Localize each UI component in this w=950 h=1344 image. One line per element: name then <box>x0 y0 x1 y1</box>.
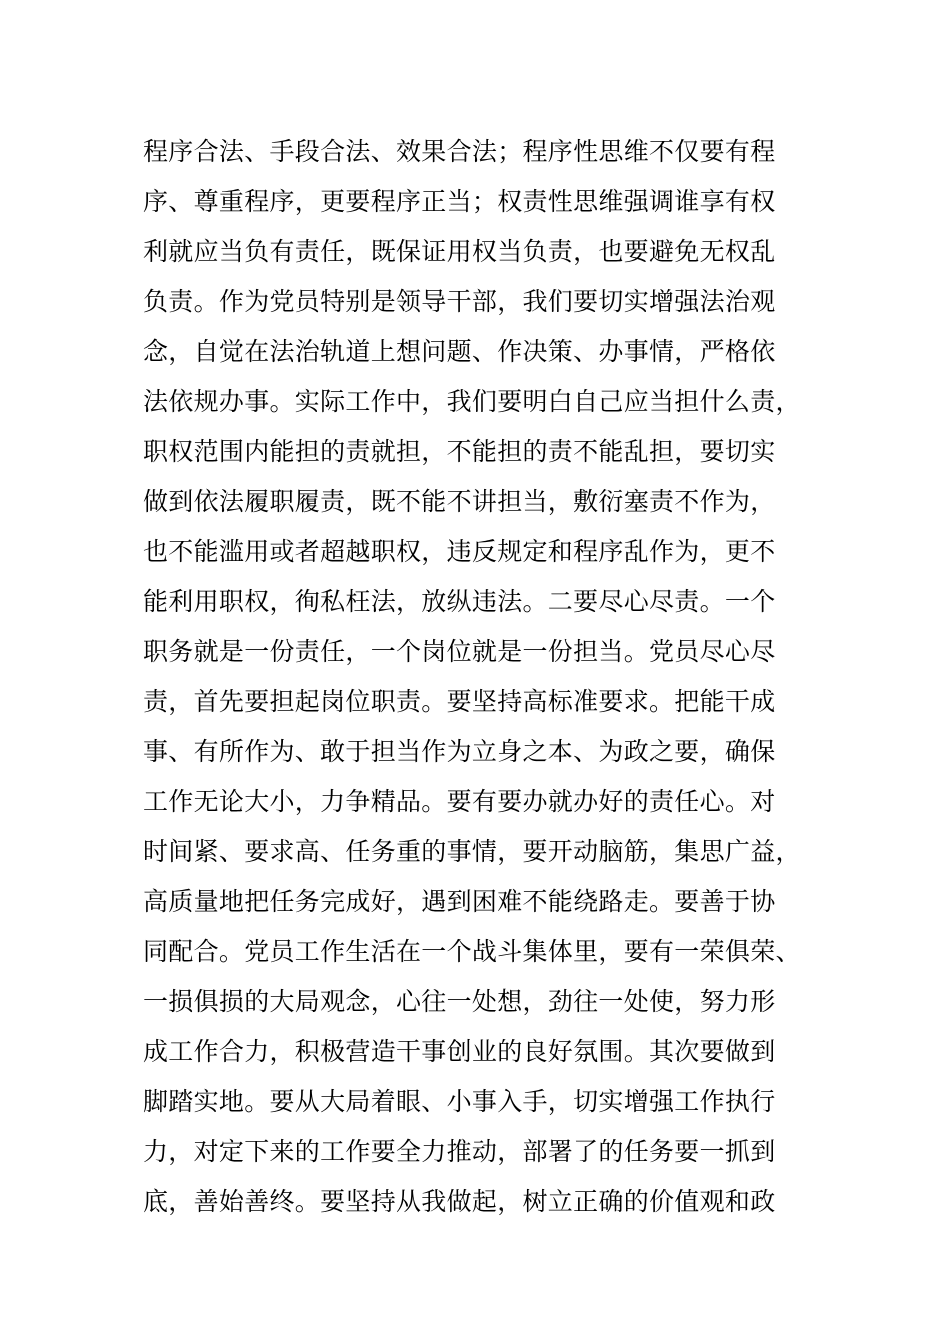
text-line: 负责。作为党员特别是领导干部，我们要切实增强法治观 <box>143 287 776 316</box>
text-line: 序、尊重程序，更要程序正当；权责性思维强调谁享有权 <box>143 187 776 216</box>
text-line: 一损俱损的大局观念，心往一处想，劲往一处使，努力形 <box>143 987 776 1016</box>
text-line: 工作无论大小，力争精品。要有要办就办好的责任心。对 <box>143 787 776 816</box>
text-line: 高质量地把任务完成好，遇到困难不能绕路走。要善于协 <box>143 887 776 916</box>
body-text <box>143 127 823 1227</box>
text-line: 能利用职权，徇私枉法，放纵违法。二要尽心尽责。一个 <box>143 587 776 616</box>
text-line: 职务就是一份责任，一个岗位就是一份担当。党员尽心尽 <box>143 637 776 666</box>
text-line: 职权范围内能担的责就担，不能担的责不能乱担，要切实 <box>143 437 776 466</box>
text-line: 做到依法履职履责，既不能不讲担当，敷衍塞责不作为， <box>143 487 776 516</box>
text-line: 利就应当负有责任，既保证用权当负责，也要避免无权乱 <box>143 237 776 266</box>
text-line: 成工作合力，积极营造干事创业的良好氛围。其次要做到 <box>143 1037 776 1066</box>
text-line: 责，首先要担起岗位职责。要坚持高标准要求。把能干成 <box>143 687 776 716</box>
text-line: 法依规办事。实际工作中，我们要明白自己应当担什么责， <box>143 387 801 416</box>
text-line: 力，对定下来的工作要全力推动，部署了的任务要一抓到 <box>143 1137 776 1166</box>
text-line: 底，善始善终。要坚持从我做起，树立正确的价值观和政 <box>143 1187 776 1216</box>
text-line: 同配合。党员工作生活在一个战斗集体里，要有一荣俱荣、 <box>143 937 801 966</box>
text-line: 程序合法、手段合法、效果合法；程序性思维不仅要有程 <box>143 137 776 166</box>
text-line: 也不能滥用或者超越职权，违反规定和程序乱作为，更不 <box>143 537 776 566</box>
text-line: 念，自觉在法治轨道上想问题、作决策、办事情，严格依 <box>143 337 776 366</box>
text-line: 脚踏实地。要从大局着眼、小事入手，切实增强工作执行 <box>143 1087 776 1116</box>
text-line: 事、有所作为、敢于担当作为立身之本、为政之要，确保 <box>143 737 776 766</box>
text-line: 时间紧、要求高、任务重的事情，要开动脑筋，集思广益， <box>143 837 801 866</box>
